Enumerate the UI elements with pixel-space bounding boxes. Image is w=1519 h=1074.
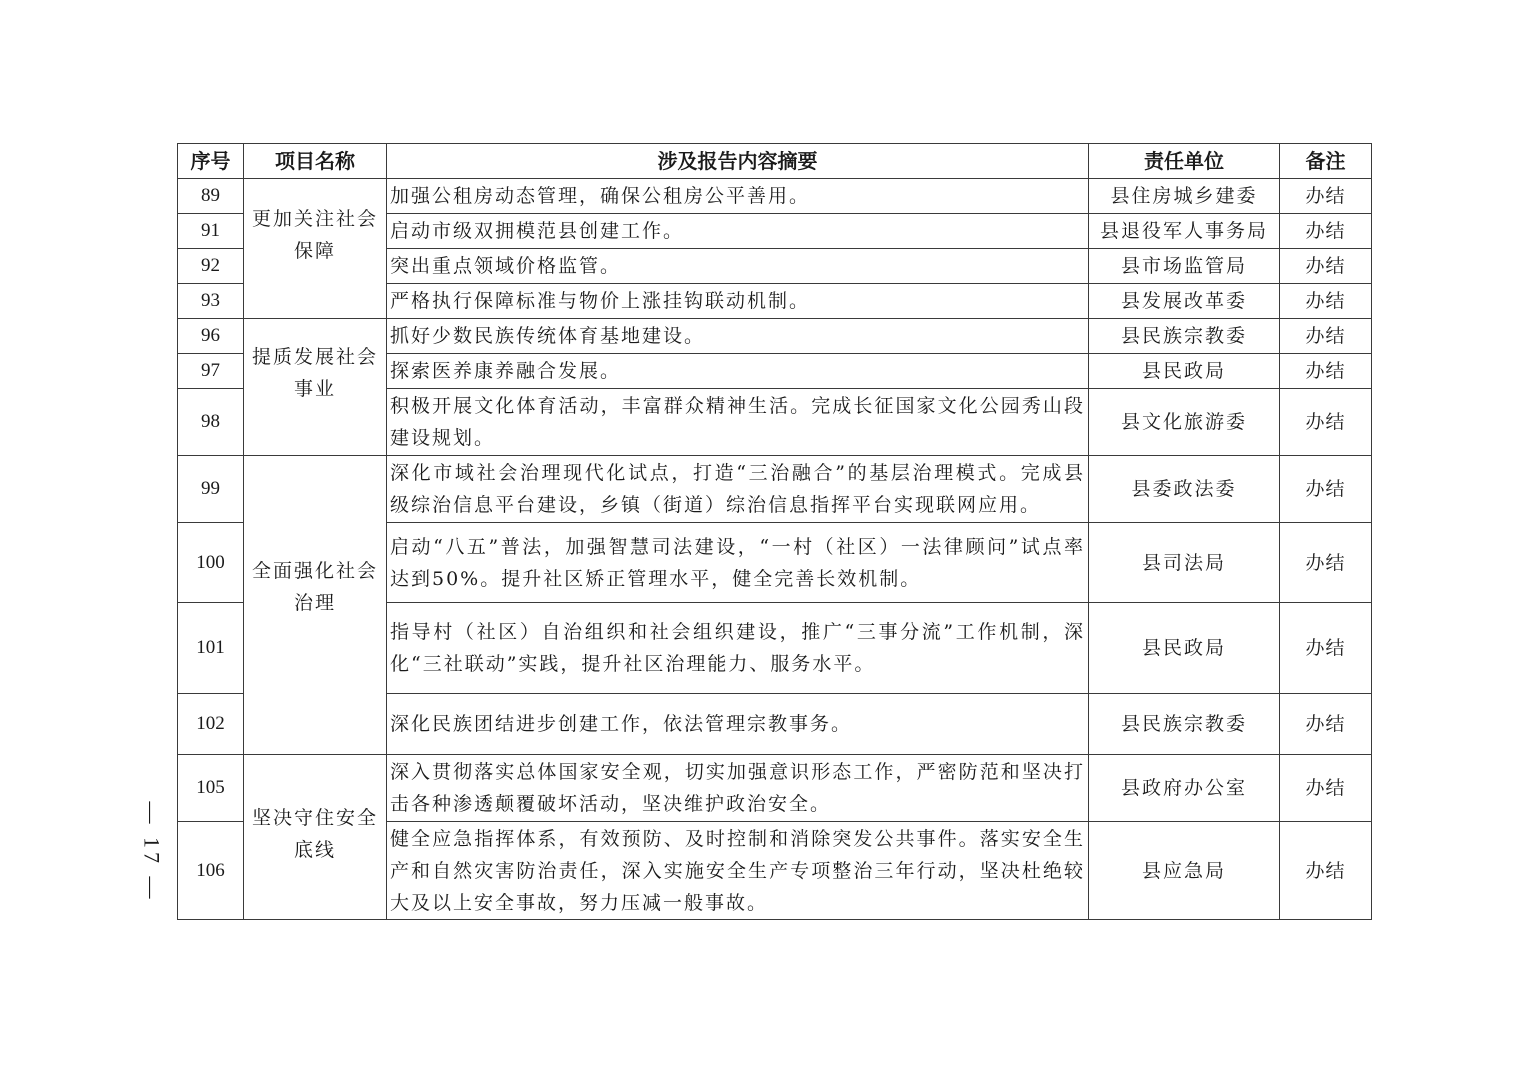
row-unit: 县委政法委 bbox=[1089, 456, 1280, 523]
row-content: 指导村（社区）自治组织和社会组织建设，推广“三事分流”工作机制，深化“三社联动”实践，提升社区治理能力、服务水平。 bbox=[387, 603, 1089, 694]
table-row bbox=[178, 755, 1372, 822]
row-note: 办结 bbox=[1280, 822, 1372, 920]
row-content: 深化民族团结进步创建工作，依法管理宗教事务。 bbox=[387, 694, 1089, 755]
row-content: 严格执行保障标准与物价上涨挂钩联动机制。 bbox=[387, 284, 1089, 319]
row-num: 99 bbox=[178, 456, 244, 523]
row-note: 办结 bbox=[1280, 214, 1372, 249]
row-content: 加强公租房动态管理，确保公租房公平善用。 bbox=[387, 179, 1089, 214]
row-num: 101 bbox=[178, 603, 244, 694]
row-content: 抓好少数民族传统体育基地建设。 bbox=[387, 319, 1089, 354]
row-unit: 县民政局 bbox=[1089, 354, 1280, 389]
page-number-text: — 17 — bbox=[139, 801, 164, 903]
row-unit: 县发展改革委 bbox=[1089, 284, 1280, 319]
header-unit: 责任单位 bbox=[1089, 144, 1280, 179]
project-name: 坚决守住安全底线 bbox=[251, 807, 378, 861]
row-unit: 县民族宗教委 bbox=[1089, 694, 1280, 755]
table-row bbox=[178, 319, 1372, 354]
row-unit: 县住房城乡建委 bbox=[1089, 179, 1280, 214]
row-note: 办结 bbox=[1280, 389, 1372, 456]
row-unit: 县司法局 bbox=[1089, 523, 1280, 603]
row-content: 启动“八五”普法，加强智慧司法建设，“一村（社区）一法律顾问”试点率达到50%。提升社区矫正管理水平，健全完善长效机制。 bbox=[387, 523, 1089, 603]
table-row bbox=[178, 456, 1372, 523]
header-num: 序号 bbox=[178, 144, 244, 179]
row-num: 106 bbox=[178, 822, 244, 920]
row-unit: 县应急局 bbox=[1089, 822, 1280, 920]
row-note: 办结 bbox=[1280, 249, 1372, 284]
row-note: 办结 bbox=[1280, 523, 1372, 603]
row-num: 105 bbox=[178, 755, 244, 822]
table-header-row bbox=[178, 144, 1372, 179]
row-num: 98 bbox=[178, 389, 244, 456]
row-num: 93 bbox=[178, 284, 244, 319]
row-unit: 县民政局 bbox=[1089, 603, 1280, 694]
row-unit: 县文化旅游委 bbox=[1089, 389, 1280, 456]
row-content: 突出重点领域价格监管。 bbox=[387, 249, 1089, 284]
project-name: 全面强化社会治理 bbox=[251, 560, 378, 614]
row-num: 102 bbox=[178, 694, 244, 755]
project-name: 提质发展社会事业 bbox=[251, 346, 378, 400]
row-note: 办结 bbox=[1280, 319, 1372, 354]
row-content: 启动市级双拥模范县创建工作。 bbox=[387, 214, 1089, 249]
row-note: 办结 bbox=[1280, 603, 1372, 694]
row-unit: 县政府办公室 bbox=[1089, 755, 1280, 822]
row-num: 96 bbox=[178, 319, 244, 354]
row-note: 办结 bbox=[1280, 179, 1372, 214]
project-name-cell bbox=[244, 456, 387, 755]
row-num: 89 bbox=[178, 179, 244, 214]
row-unit: 县民族宗教委 bbox=[1089, 319, 1280, 354]
row-content: 深化市域社会治理现代化试点，打造“三治融合”的基层治理模式。完成县级综治信息平台建设，乡镇（街道）综治信息指挥平台实现联网应用。 bbox=[387, 456, 1089, 523]
row-content: 深入贯彻落实总体国家安全观，切实加强意识形态工作，严密防范和坚决打击各种渗透颠覆破坏活动，坚决维护政治安全。 bbox=[387, 755, 1089, 822]
row-num: 92 bbox=[178, 249, 244, 284]
header-name: 项目名称 bbox=[244, 144, 387, 179]
row-unit: 县退役军人事务局 bbox=[1089, 214, 1280, 249]
row-content: 探索医养康养融合发展。 bbox=[387, 354, 1089, 389]
header-content: 涉及报告内容摘要 bbox=[387, 144, 1089, 179]
project-name-cell bbox=[244, 319, 387, 456]
row-note: 办结 bbox=[1280, 755, 1372, 822]
row-content: 健全应急指挥体系，有效预防、及时控制和消除突发公共事件。落实安全生产和自然灾害防治责任，深入实施安全生产专项整治三年行动，坚决杜绝较大及以上安全事故，努力压减一般事故。 bbox=[387, 822, 1089, 920]
page-number bbox=[131, 782, 171, 922]
project-name: 更加关注社会保障 bbox=[251, 207, 378, 262]
row-num: 100 bbox=[178, 523, 244, 603]
projects-table bbox=[177, 143, 1372, 920]
row-num: 91 bbox=[178, 214, 244, 249]
table-row bbox=[178, 179, 1372, 214]
row-note: 办结 bbox=[1280, 284, 1372, 319]
header-note: 备注 bbox=[1280, 144, 1372, 179]
row-note: 办结 bbox=[1280, 456, 1372, 523]
row-note: 办结 bbox=[1280, 694, 1372, 755]
project-name-cell bbox=[244, 755, 387, 920]
project-name-cell bbox=[244, 179, 387, 319]
row-note: 办结 bbox=[1280, 354, 1372, 389]
row-content: 积极开展文化体育活动，丰富群众精神生活。完成长征国家文化公园秀山段建设规划。 bbox=[387, 389, 1089, 456]
row-unit: 县市场监管局 bbox=[1089, 249, 1280, 284]
row-num: 97 bbox=[178, 354, 244, 389]
